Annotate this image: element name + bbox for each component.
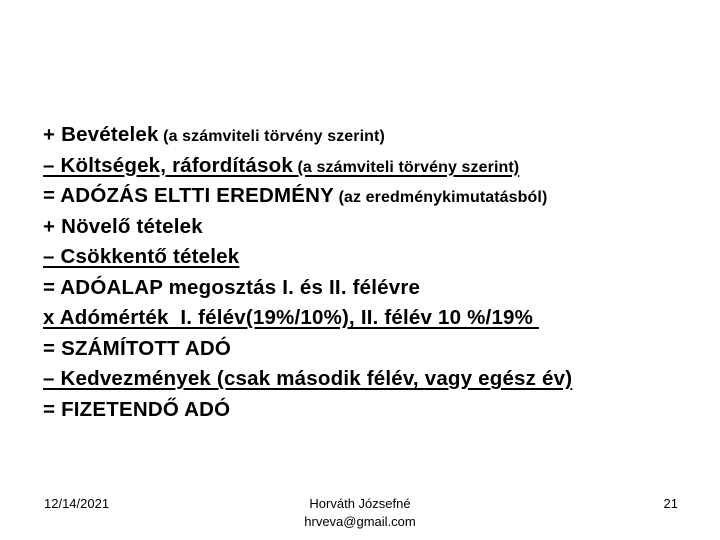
- line-tax-rate: [43, 303, 703, 334]
- line-calculated-tax: [43, 334, 703, 365]
- line-main-text: = SZÁMÍTOTT ADÓ: [43, 336, 232, 360]
- footer-author-email: hrveva@gmail.com: [304, 514, 416, 529]
- footer-author-name: Horváth Józsefné: [309, 496, 411, 511]
- line-payable-tax: [43, 395, 703, 426]
- line-main-text: x Adómérték I. félév(19%/10%), II. félév 10 %/19%: [43, 306, 539, 329]
- line-main-text: = FIZETENDŐ ADÓ: [43, 397, 231, 421]
- line-main-text: – Költségek, ráfordítások: [43, 153, 293, 177]
- line-costs: [43, 151, 703, 182]
- footer-date: 12/14/2021: [44, 496, 110, 511]
- line-note: (a számviteli törvény szerint): [158, 128, 385, 145]
- line-main-text: + Bevételek: [43, 123, 159, 146]
- line-main-text: – Kedvezmények (csak második félév, vagy egész év): [43, 367, 573, 390]
- line-pretax-result: [43, 181, 703, 212]
- line-note: (az eredménykimutatásból): [334, 189, 548, 206]
- line-decreasing-items: [43, 242, 703, 273]
- line-allowances: [43, 364, 703, 395]
- line-main-text: – Csökkentő tételek: [43, 245, 240, 268]
- line-tax-base: [43, 273, 703, 304]
- line-increasing-items: [43, 212, 703, 243]
- line-main-text: = ADÓZÁS ELTTI EREDMÉNY: [43, 184, 335, 207]
- slide-content: [43, 120, 703, 425]
- line-main-text: + Növelő tételek: [43, 214, 203, 238]
- line-main-text: = ADÓALAP megosztás I. és II. félévre: [43, 275, 421, 299]
- footer-page-number: 21: [663, 496, 678, 511]
- line-note: (a számviteli törvény szerint): [292, 158, 520, 176]
- line-revenues: [43, 120, 703, 151]
- footer-author: [240, 495, 480, 531]
